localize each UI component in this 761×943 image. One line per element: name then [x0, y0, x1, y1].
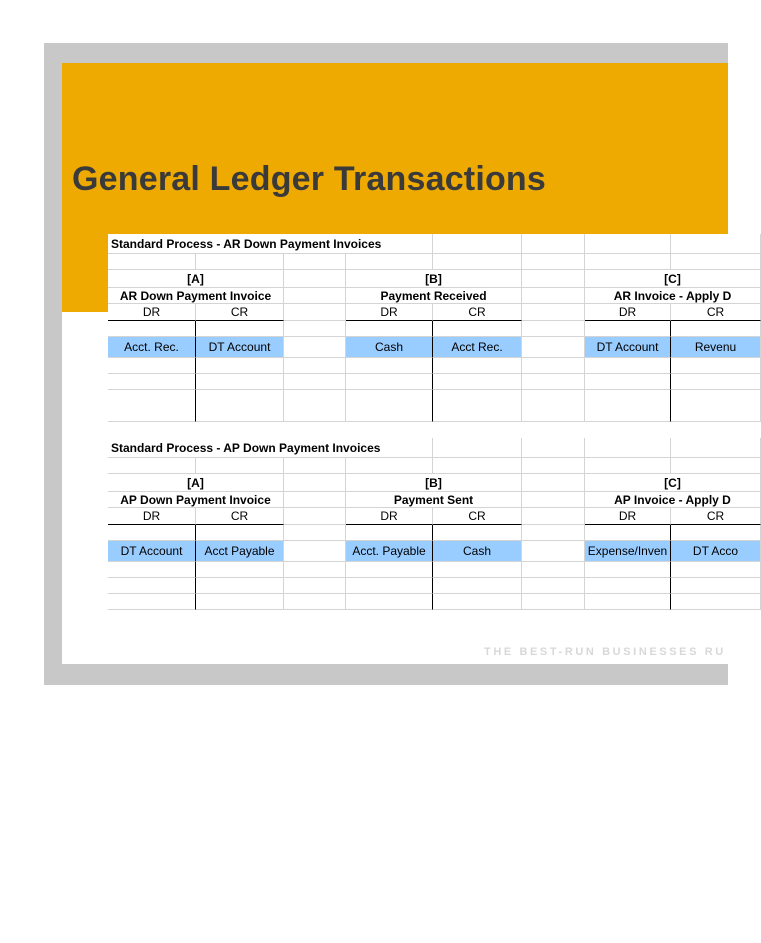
dr-account: DT Account — [108, 541, 196, 562]
table-cell — [522, 374, 585, 390]
cr-account: DT Acco — [671, 541, 761, 562]
table-cell — [284, 304, 346, 321]
table-cell — [433, 254, 522, 270]
table-cell — [522, 508, 585, 525]
table-cell — [108, 254, 196, 270]
table-cell — [522, 321, 585, 337]
table-cell — [196, 390, 284, 422]
table-cell — [671, 234, 761, 254]
table-cell — [671, 321, 761, 337]
table-cell — [585, 374, 671, 390]
table-cell — [108, 578, 196, 594]
table-cell — [585, 525, 671, 541]
table-cell — [346, 525, 433, 541]
table-cell — [284, 474, 346, 492]
table-cell — [284, 321, 346, 337]
table-cell — [522, 541, 585, 562]
dr-label: DR — [108, 304, 196, 321]
transaction-name: Payment Received — [346, 288, 522, 304]
table-cell — [671, 562, 761, 578]
ar-ledger-table — [108, 234, 737, 436]
table-cell — [522, 578, 585, 594]
table-cell — [585, 358, 671, 374]
table-cell — [284, 254, 346, 270]
section-heading: Standard Process - AR Down Payment Invoices — [108, 234, 433, 254]
section-heading: Standard Process - AP Down Payment Invoices — [108, 438, 433, 458]
dr-account: Acct. Rec. — [108, 337, 196, 358]
table-cell — [671, 594, 761, 610]
table-cell — [284, 358, 346, 374]
table-cell — [671, 358, 761, 374]
table-cell — [108, 594, 196, 610]
table-cell — [108, 458, 196, 474]
cr-account: Acct Rec. — [433, 337, 522, 358]
cr-account: Revenu — [671, 337, 761, 358]
dr-account: Cash — [346, 337, 433, 358]
dr-label: DR — [585, 508, 671, 525]
table-cell — [346, 594, 433, 610]
table-cell — [284, 508, 346, 525]
cr-label: CR — [671, 508, 761, 525]
cr-label: CR — [196, 304, 284, 321]
table-cell — [433, 234, 522, 254]
table-cell — [522, 234, 585, 254]
table-cell — [522, 492, 585, 508]
table-cell — [585, 390, 671, 422]
table-cell — [522, 358, 585, 374]
table-cell — [108, 562, 196, 578]
table-cell — [196, 374, 284, 390]
table-cell — [196, 578, 284, 594]
transaction-tag: [B] — [346, 270, 522, 288]
table-cell — [346, 458, 433, 474]
table-cell — [196, 321, 284, 337]
table-cell — [346, 321, 433, 337]
table-cell — [433, 390, 522, 422]
cr-label: CR — [433, 304, 522, 321]
table-cell — [196, 254, 284, 270]
table-cell — [108, 525, 196, 541]
table-cell — [671, 458, 761, 474]
cr-label: CR — [671, 304, 761, 321]
dr-label: DR — [585, 304, 671, 321]
table-cell — [284, 525, 346, 541]
table-cell — [284, 594, 346, 610]
dr-label: DR — [346, 304, 433, 321]
table-cell — [433, 321, 522, 337]
table-cell — [284, 337, 346, 358]
table-cell — [671, 390, 761, 422]
table-cell — [522, 270, 585, 288]
table-cell — [108, 358, 196, 374]
table-cell — [196, 458, 284, 474]
cr-label: CR — [433, 508, 522, 525]
table-cell — [433, 374, 522, 390]
tagline: THE BEST-RUN BUSINESSES RU — [484, 646, 726, 658]
table-cell — [522, 337, 585, 358]
table-cell — [284, 562, 346, 578]
table-cell — [585, 562, 671, 578]
table-cell — [522, 438, 585, 458]
transaction-tag: [B] — [346, 474, 522, 492]
cr-label: CR — [196, 508, 284, 525]
table-cell — [433, 438, 522, 458]
table-cell — [346, 254, 433, 270]
table-cell — [522, 474, 585, 492]
table-cell — [433, 594, 522, 610]
table-cell — [284, 374, 346, 390]
table-cell — [671, 374, 761, 390]
table-cell — [284, 390, 346, 422]
transaction-name: AR Down Payment Invoice — [108, 288, 284, 304]
table-cell — [522, 304, 585, 321]
table-cell — [433, 458, 522, 474]
table-cell — [284, 270, 346, 288]
transaction-tag: [A] — [108, 270, 284, 288]
table-cell — [522, 458, 585, 474]
table-cell — [522, 562, 585, 578]
table-cell — [346, 562, 433, 578]
table-cell — [522, 390, 585, 422]
cr-account: Acct Payable — [196, 541, 284, 562]
transaction-tag: [C] — [585, 474, 761, 492]
page-title: General Ledger Transactions — [72, 160, 547, 198]
dr-label: DR — [108, 508, 196, 525]
table-cell — [284, 541, 346, 562]
table-cell — [522, 594, 585, 610]
table-cell — [671, 578, 761, 594]
table-cell — [108, 390, 196, 422]
table-cell — [284, 578, 346, 594]
table-cell — [671, 254, 761, 270]
table-cell — [585, 254, 671, 270]
table-cell — [284, 458, 346, 474]
table-cell — [585, 321, 671, 337]
table-cell — [196, 594, 284, 610]
table-cell — [671, 525, 761, 541]
table-cell — [585, 438, 671, 458]
table-cell — [433, 358, 522, 374]
table-cell — [522, 288, 585, 304]
table-cell — [522, 525, 585, 541]
table-cell — [346, 374, 433, 390]
cr-account: Cash — [433, 541, 522, 562]
transaction-name: AR Invoice - Apply D — [585, 288, 761, 304]
ap-ledger-table — [108, 438, 739, 608]
table-cell — [433, 578, 522, 594]
table-cell — [196, 525, 284, 541]
dr-account: Expense/Inven — [585, 541, 671, 562]
table-cell — [585, 578, 671, 594]
table-cell — [284, 492, 346, 508]
transaction-tag: [A] — [108, 474, 284, 492]
table-cell — [346, 578, 433, 594]
table-cell — [585, 458, 671, 474]
table-cell — [108, 374, 196, 390]
dr-label: DR — [346, 508, 433, 525]
table-cell — [585, 594, 671, 610]
table-cell — [346, 390, 433, 422]
table-cell — [585, 234, 671, 254]
table-cell — [284, 288, 346, 304]
transaction-name: AP Invoice - Apply D — [585, 492, 761, 508]
dr-account: DT Account — [585, 337, 671, 358]
table-cell — [196, 562, 284, 578]
table-cell — [346, 358, 433, 374]
table-cell — [522, 254, 585, 270]
table-cell — [433, 562, 522, 578]
table-cell — [108, 321, 196, 337]
table-cell — [433, 525, 522, 541]
dr-account: Acct. Payable — [346, 541, 433, 562]
transaction-tag: [C] — [585, 270, 761, 288]
transaction-name: AP Down Payment Invoice — [108, 492, 284, 508]
table-cell — [196, 358, 284, 374]
table-cell — [671, 438, 761, 458]
transaction-name: Payment Sent — [346, 492, 522, 508]
cr-account: DT Account — [196, 337, 284, 358]
